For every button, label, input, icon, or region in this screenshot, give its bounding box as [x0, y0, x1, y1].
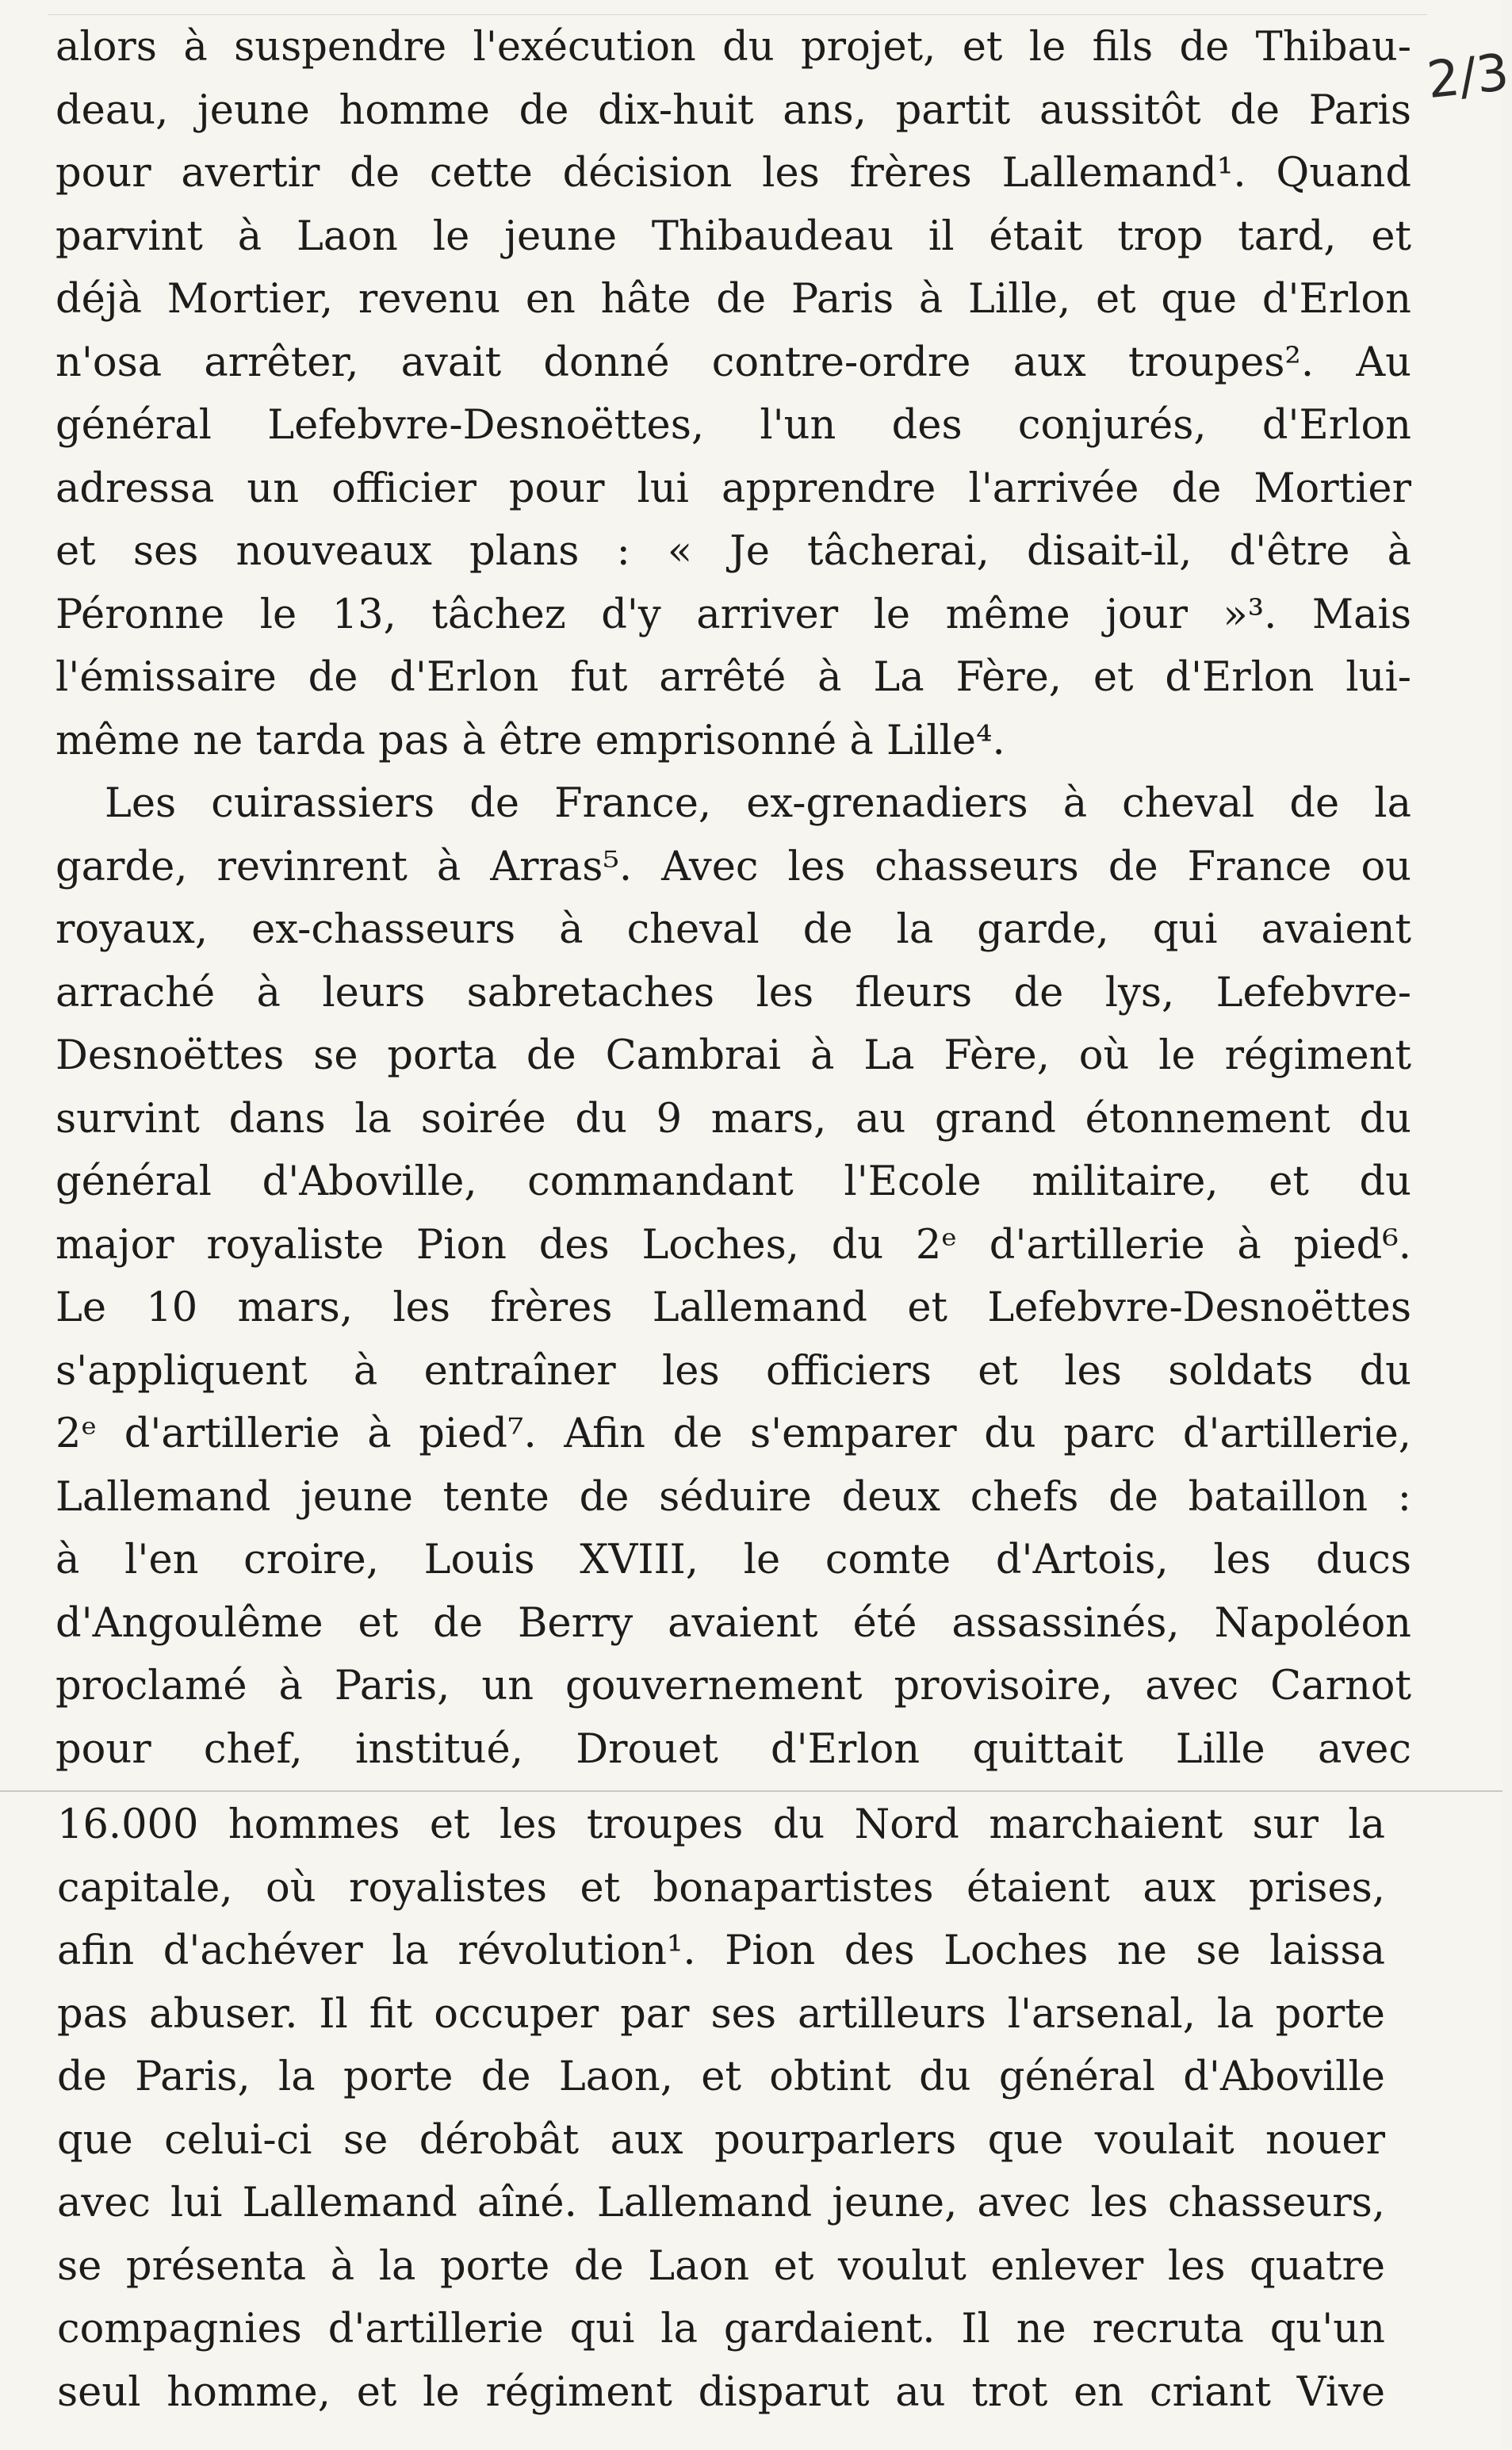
text-line: Péronne le 13, tâchez d'y arriver le même jour »³. Mais — [56, 591, 1411, 638]
text-line: déjà Mortier, revenu en hâte de Paris à Lille, et que d'Erlon — [56, 276, 1411, 323]
text-block-bottom — [57, 1793, 1385, 2424]
text-line: Lallemand jeune tente de séduire deux chefs de bataillon : — [56, 1473, 1411, 1521]
text-line: adressa un officier pour lui apprendre l'arrivée de Mortier — [56, 465, 1411, 512]
text-line: n'osa arrêter, avait donné contre-ordre aux troupes². Au — [56, 339, 1411, 386]
text-line: garde, revinrent à Arras⁵. Avec les chasseurs de France ou — [56, 843, 1411, 890]
text-line: major royaliste Pion des Loches, du 2ᵉ d'artillerie à pied⁶. — [56, 1221, 1411, 1269]
text-line: se présenta à la porte de Laon et voulut enlever les quatre — [57, 2242, 1385, 2290]
text-line: pas abuser. Il fit occuper par ses artilleurs l'arsenal, la porte — [57, 1990, 1385, 2038]
text-line: Les cuirassiers de France, ex-grenadiers à cheval de la — [105, 780, 1411, 827]
text-line: l'émissaire de d'Erlon fut arrêté à La Fère, et d'Erlon lui- — [56, 654, 1411, 701]
text-line: survint dans la soirée du 9 mars, au grand étonnement du — [56, 1095, 1411, 1143]
text-line: deau, jeune homme de dix-huit ans, partit aussitôt de Paris — [56, 86, 1411, 134]
text-line: de Paris, la porte de Laon, et obtint du général d'Aboville — [57, 2054, 1385, 2100]
text-line: général d'Aboville, commandant l'Ecole militaire, et du — [56, 1158, 1411, 1205]
text-line: parvint à Laon le jeune Thibaudeau il était trop tard, et — [56, 212, 1411, 260]
paste-seam — [0, 1790, 1502, 1792]
text-line: d'Angoulême et de Berry avaient été assassinés, Napoléon — [56, 1599, 1411, 1647]
margin-note: 2/3 — [1424, 43, 1512, 111]
text-line: Le 10 mars, les frères Lallemand et Lefebvre-Desnoëttes — [56, 1284, 1411, 1331]
text-line: général Lefebvre-Desnoëttes, l'un des conjurés, d'Erlon — [56, 402, 1411, 449]
text-line: même ne tarda pas à être emprisonné à Lille⁴. — [56, 717, 1005, 764]
text-line: à l'en croire, Louis XVIII, le comte d'Artois, les ducs — [56, 1537, 1411, 1583]
text-line: seul homme, et le régiment disparut au trot en criant Vive — [57, 2368, 1385, 2416]
text-line: 2ᵉ d'artillerie à pied⁷. Afin de s'emparer du parc d'artillerie, — [56, 1411, 1411, 1457]
text-line: compagnies d'artillerie qui la gardaient. Il ne recruta qu'un — [57, 2306, 1385, 2352]
text-line: que celui-ci se dérobât aux pourparlers que voulait nouer — [57, 2116, 1385, 2164]
text-line: capitale, où royalistes et bonapartistes étaient aux prises, — [57, 1864, 1385, 1912]
text-block-top — [56, 16, 1411, 1781]
text-line: Desnoëttes se porta de Cambrai à La Fère, où le régiment — [56, 1032, 1411, 1079]
text-line: proclamé à Paris, un gouvernement provisoire, avec Carnot — [56, 1663, 1411, 1709]
text-line: et ses nouveaux plans : « Je tâcherai, disait-il, d'être à — [56, 528, 1411, 575]
text-line: afin d'achéver la révolution¹. Pion des Loches ne se laissa — [57, 1927, 1385, 1974]
text-line: arraché à leurs sabretaches les fleurs de lys, Lefebvre- — [56, 969, 1411, 1016]
text-line: alors à suspendre l'exécution du projet, et le fils de Thibau- — [56, 24, 1411, 71]
text-line: s'appliquent à entraîner les officiers et les soldats du — [56, 1347, 1411, 1395]
text-line: pour avertir de cette décision les frères Lallemand¹. Quand — [56, 150, 1411, 197]
text-line: avec lui Lallemand aîné. Lallemand jeune, avec les chasseurs, — [57, 2180, 1385, 2226]
text-line: royaux, ex-chasseurs à cheval de la garde, qui avaient — [56, 906, 1411, 953]
top-edge-line — [48, 14, 1427, 15]
text-line: pour chef, institué, Drouet d'Erlon quittait Lille avec — [56, 1725, 1411, 1773]
text-line: 16.000 hommes et les troupes du Nord marchaient sur la — [57, 1801, 1385, 1848]
